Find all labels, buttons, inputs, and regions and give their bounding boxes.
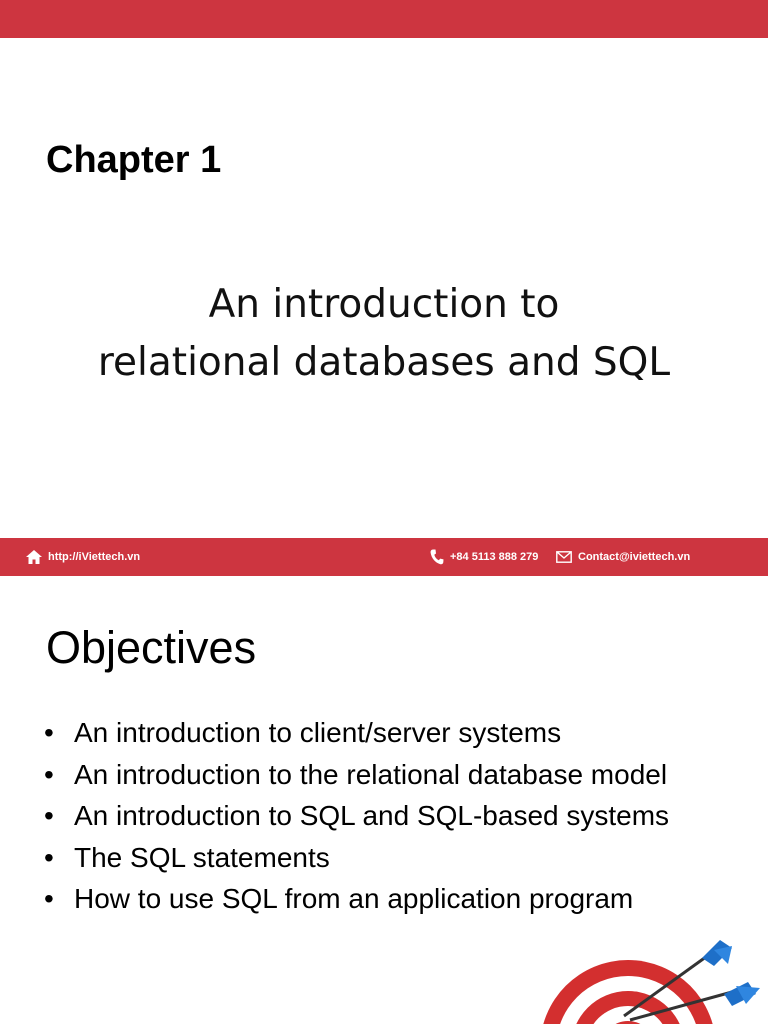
list-item-text: The SQL statements <box>74 841 330 873</box>
footer-email[interactable] <box>556 538 690 576</box>
footer-phone[interactable] <box>430 538 538 576</box>
subtitle-line-2: relational databases and SQL <box>97 340 671 385</box>
list-item <box>44 795 669 837</box>
dartboard-icon <box>532 936 768 1024</box>
list-item <box>44 712 669 754</box>
subtitle-line-1: An introduction to <box>208 282 560 327</box>
list-item <box>44 837 669 879</box>
list-item-text: An introduction to SQL and SQL-based systems <box>74 800 670 831</box>
footer-website[interactable] <box>26 538 140 576</box>
phone-icon <box>430 549 444 565</box>
email-address[interactable]: Contact@iviettech.vn <box>578 551 691 563</box>
list-item <box>44 878 669 920</box>
bullet-symbol: • <box>44 800 54 831</box>
phone-number[interactable]: +84 5113 888 279 <box>450 551 539 563</box>
list-item-text: An introduction to the relational database model <box>74 758 668 790</box>
bullet-symbol: • <box>44 841 54 873</box>
chapter-title: Chapter 1 <box>46 139 222 181</box>
website-link[interactable]: http://iViettech.vn <box>48 551 141 563</box>
bullet-symbol: • <box>44 883 54 914</box>
chapter-subtitle <box>0 276 768 392</box>
list-item-text: How to use SQL from an application program <box>74 883 634 914</box>
footer-band <box>0 538 768 576</box>
objectives-list <box>44 712 669 920</box>
bullet-symbol: • <box>44 758 54 790</box>
list-item <box>44 754 669 796</box>
bullet-symbol: • <box>44 717 54 748</box>
list-item-text: An introduction to client/server systems <box>74 717 562 748</box>
slide-objectives <box>0 576 768 1024</box>
home-icon <box>26 550 42 564</box>
mail-icon <box>556 551 572 563</box>
objectives-title: Objectives <box>46 622 257 673</box>
top-band <box>0 0 768 38</box>
